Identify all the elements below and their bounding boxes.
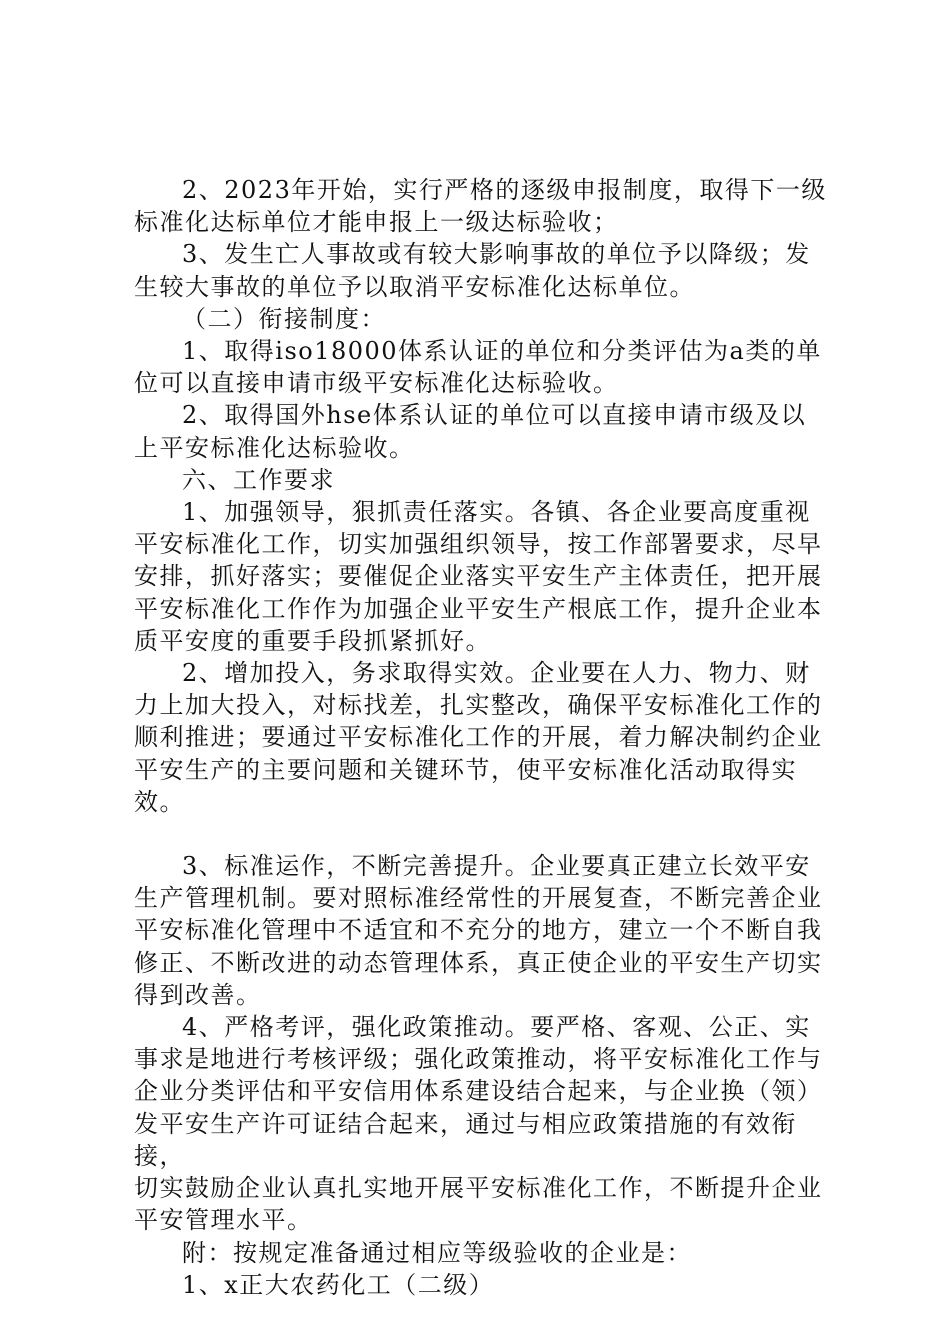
appendix-heading: 附：按规定准备通过相应等级验收的企业是： [182, 1238, 692, 1267]
paragraph-hse: 2、取得国外hse体系认证的单位可以直接申请市级及以 上平安标准化达标验收。 [134, 401, 807, 462]
paragraph-leadership: 1、加强领导，狠抓责任落实。各镇、各企业要高度重视 平安标准化工作，切实加强组织领导，按工作部署要求，尽早 安排，抓好落实；要催促企业落实平安生产主体责任，把开展 平安标准化工作作为加强企业平安生产根底工作，提升企业本 质平安度的重要手段抓紧抓好。 [134, 498, 823, 655]
document-body [134, 174, 840, 1301]
appendix-item: 1、x正大农药化工（二级） [182, 1270, 495, 1299]
paragraph-downgrade-rule: 3、发生亡人事故或有较大影响事故的单位予以降级；发 生较大事故的单位予以取消平安标准化达标单位。 [134, 240, 811, 301]
section-heading-linkage: （二）衔接制度： [182, 304, 386, 333]
paragraph-standard-operation: 3、标准运作，不断完善提升。企业要真正建立长效平安 生产管理机制。要对照标准经常性的开展复查，不断完善企业 平安标准化管理中不适宜和不充分的地方，建立一个不断自我 修正、不断改进的动态管理体系，真正使企业的平安生产切实 得到改善。 [134, 852, 823, 1009]
paragraph-iso18000: 1、取得iso18000体系认证的单位和分类评估为a类的单 位可以直接申请市级平安标准化达标验收。 [134, 337, 822, 398]
paragraph-2023-reporting: 2、2023年开始，实行严格的逐级申报制度，取得下一级 标准化达标单位才能申报上一级达标验收； [134, 176, 827, 237]
section-heading-work-requirements: 六、工作要求 [182, 465, 335, 494]
paragraph-investment: 2、增加投入，务求取得实效。企业要在人力、物力、财 力上加大投入，对标找差，扎实整改，确保平安标准化工作的 顺利推进；要通过平安标准化工作的开展，着力解决制约企业 平安生产的主要问题和关键环节，使平安标准化活动取得实效。 [134, 659, 823, 816]
paragraph-strict-evaluation: 4、严格考评，强化政策推动。要严格、客观、公正、实 事求是地进行考核评级；强化政策推动，将平安标准化工作与 企业分类评估和平安信用体系建设结合起来，与企业换（领） 发平安生产许可证结合起来，通过与相应政策措施的有效衔接， 切实鼓励企业认真扎实地开展平安标准化工作，不断提升企业 平安管理水平。 [134, 1013, 823, 1235]
paragraph-gap [134, 818, 840, 850]
